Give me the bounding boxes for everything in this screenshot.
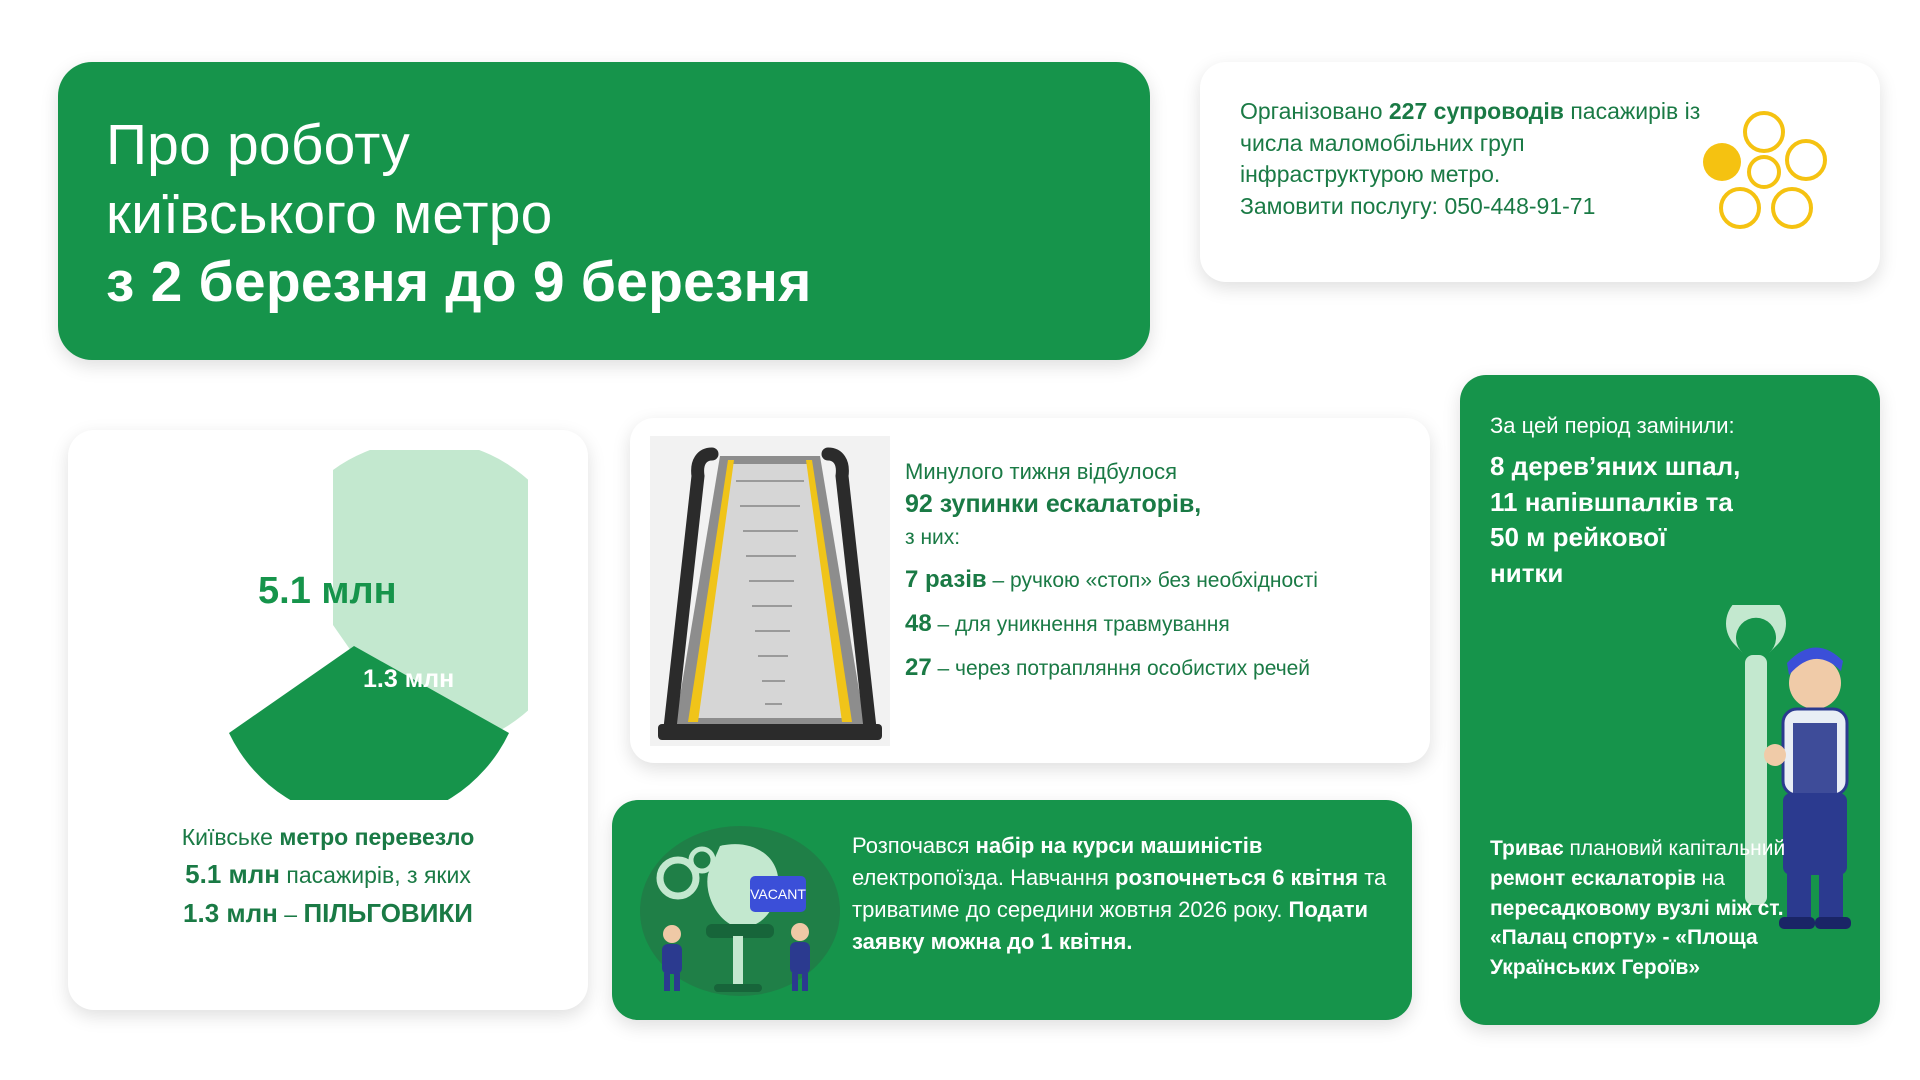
- escalator-item-3-num: 27: [905, 653, 932, 681]
- repairs-footer-bold-2: ремонт ескалаторів: [1490, 866, 1696, 890]
- escalator-item-3-text: – через потрапляння особистих речей: [931, 656, 1311, 680]
- pie-caption-line-1: [68, 820, 588, 855]
- pie-caption-bold-1: метро перевезло: [279, 824, 475, 850]
- flower-icon: [1700, 110, 1828, 238]
- pie-caption-plain-1: Київське: [181, 824, 280, 850]
- pie-chart-svg: [138, 450, 528, 800]
- repairs-replaced-line-3: 50 м рейкової: [1490, 522, 1667, 553]
- person-right-icon: [790, 923, 810, 991]
- title-line-2: київського метро: [106, 181, 553, 246]
- passengers-pie-card: [68, 430, 588, 1010]
- repairs-footer: [1490, 834, 1854, 983]
- vacant-badge-text: VACANT: [750, 886, 806, 902]
- escalator-illustration-icon: [650, 436, 890, 746]
- escort-prefix: Організовано: [1240, 98, 1389, 124]
- title-line-3: з 2 березня до 9 березня: [106, 250, 812, 315]
- pie-caption-dash: –: [277, 900, 304, 927]
- pie-caption: [68, 820, 588, 933]
- escalator-stops-card: [630, 418, 1430, 763]
- pie-caption-line-3: [68, 894, 588, 933]
- pie-caption-bold-2: 5.1 млн: [185, 858, 280, 889]
- escalator-item-2-text: – для уникнення травмування: [931, 612, 1230, 636]
- pie-caption-line-2: [68, 855, 588, 894]
- pie-caption-bold-4: ПІЛЬГОВИКИ: [303, 897, 473, 928]
- recruitment-illustration-icon: [632, 816, 847, 1006]
- pie-chart: [138, 450, 528, 800]
- escalator-highlight: 92 зупинки ескалаторів,: [905, 490, 1202, 519]
- escalator-item-2-num: 48: [905, 609, 932, 637]
- escort-service-card: [1200, 62, 1880, 282]
- escalator-sub: з них:: [905, 525, 961, 549]
- escalator-item-3: [905, 651, 1405, 685]
- repairs-footer-plain-2: на: [1695, 866, 1725, 890]
- person-left-icon: [662, 925, 682, 991]
- escalator-item-1-text: – ручкою «стоп» без необхідності: [986, 568, 1318, 592]
- pie-label-benefit: 1.3 млн: [363, 665, 455, 693]
- repairs-replaced-line-1: 8 дерев’яних шпал,: [1490, 450, 1741, 481]
- pie-caption-plain-2: пасажирів, з яких: [279, 861, 471, 888]
- escalator-text: [905, 456, 1405, 685]
- repairs-replaced-line-2: 11 напівшпалків та: [1490, 486, 1733, 517]
- escalator-item-1: [905, 563, 1405, 597]
- escalator-item-1-num: 7 разів: [905, 565, 987, 593]
- title-line-1: Про роботу: [106, 113, 410, 178]
- title-card: [58, 62, 1150, 360]
- courses-text: [852, 830, 1392, 958]
- courses-plain-3: та триватиме до середини жовтня 2026 року.: [852, 864, 1387, 922]
- repairs-card: [1460, 375, 1880, 1025]
- courses-plain-2: електропоїзда. Навчання: [852, 864, 1116, 890]
- courses-plain-1: Розпочався: [852, 833, 976, 858]
- driver-courses-card: [612, 800, 1412, 1020]
- escort-text: [1240, 96, 1710, 223]
- courses-bold-1: набір на курси машиністів: [975, 833, 1263, 858]
- escort-order: Замовити послугу: 050-448-91-71: [1240, 193, 1596, 220]
- repairs-replaced-line-4: нитки: [1490, 558, 1564, 589]
- escort-highlight: 227 супроводів: [1388, 98, 1564, 124]
- courses-bold-3: Подати заявку можна до 1 квітня.: [852, 896, 1369, 954]
- repairs-intro: За цей період замінили:: [1490, 413, 1735, 438]
- escort-rest: пасажирів із числа маломобільних груп інфраструктурою метро.: [1240, 98, 1701, 188]
- repairs-footer-plain-1: плановий капітальний: [1563, 836, 1786, 860]
- repairs-footer-bold-3: пересадковому вузлі між ст. «Палац спорту» - «Площа Українських Героїв»: [1490, 896, 1784, 980]
- pie-label-total: 5.1 млн: [258, 570, 397, 612]
- escalator-lead: Минулого тижня відбулося: [905, 459, 1178, 484]
- courses-bold-2: розпочнеться 6 квітня: [1115, 864, 1359, 890]
- repairs-footer-bold-1: Триває: [1490, 836, 1564, 860]
- escalator-item-2: [905, 607, 1405, 641]
- pie-caption-bold-3: 1.3 млн: [183, 897, 278, 928]
- repairs-replaced: [1490, 449, 1850, 593]
